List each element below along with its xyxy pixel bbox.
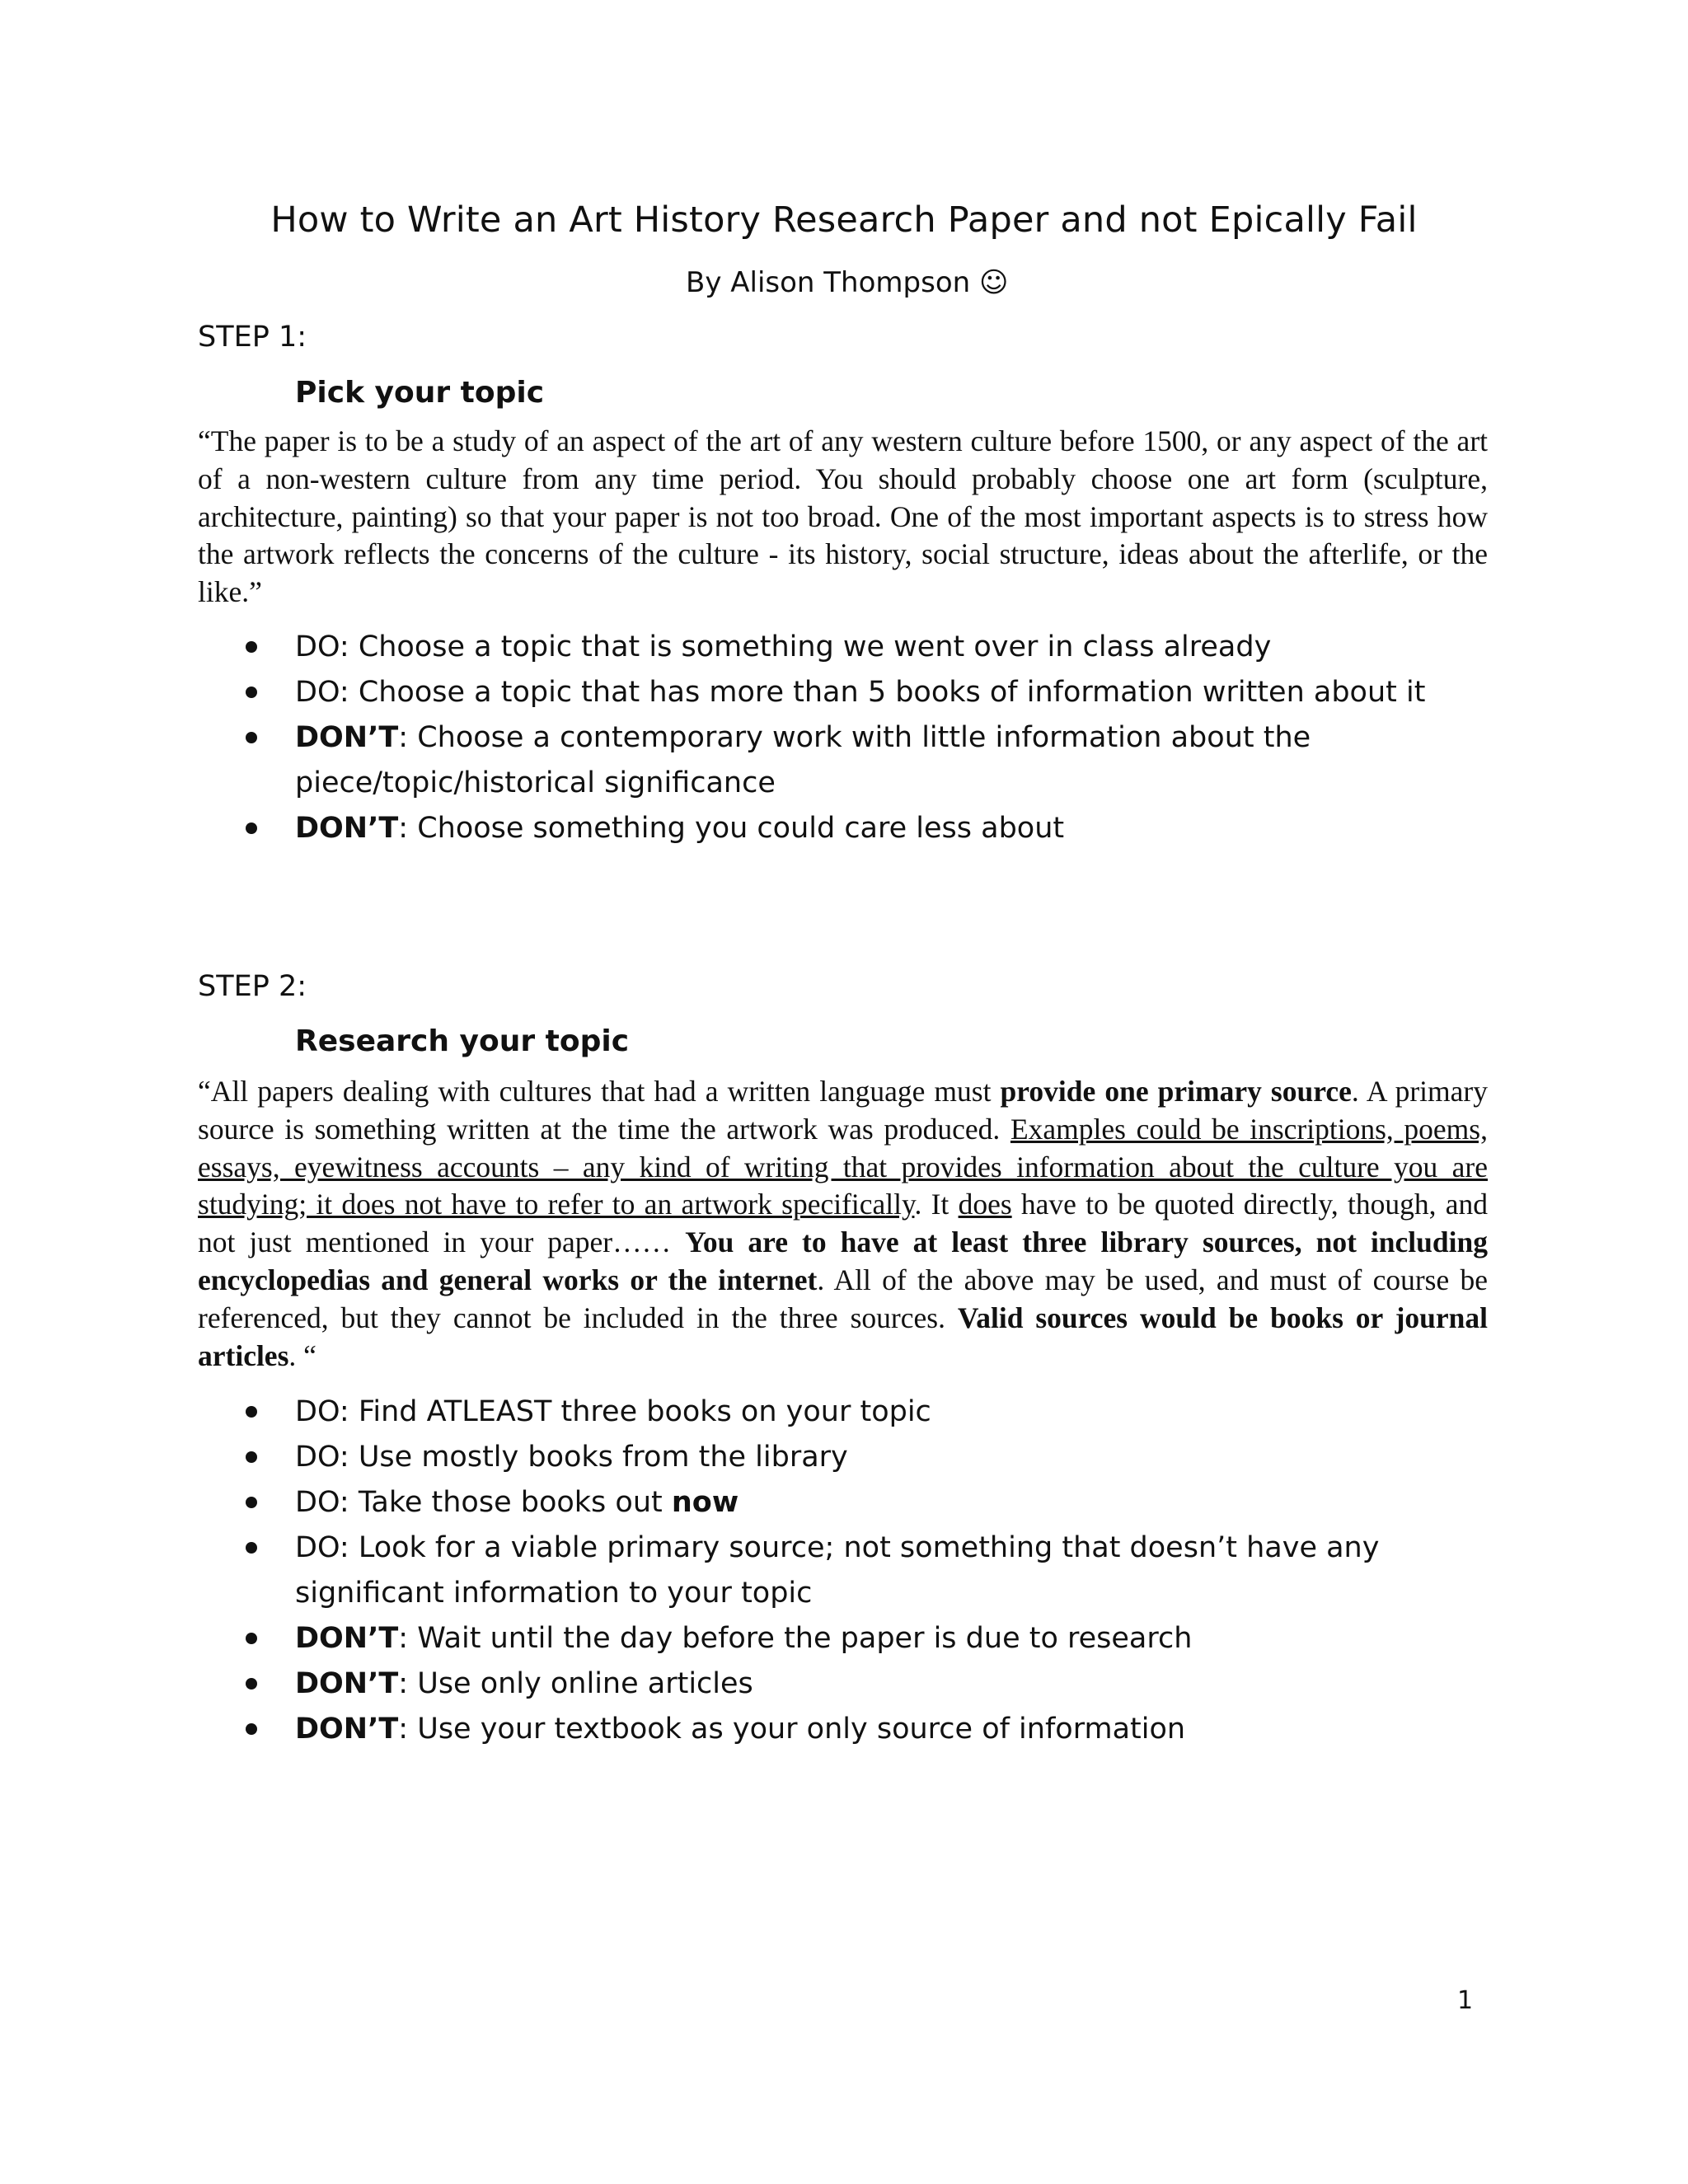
bullet-text: Choose something you could care less about [417,812,1065,845]
bullet-dot-icon [246,823,257,834]
bullet-dot-icon [246,1678,257,1690]
bullet-text: Wait until the day before the paper is due to research [417,1622,1193,1655]
emphasis-library-sources: You are to have at least three library sources, not including encyclopedias and general works or the internet [198,1226,1489,1296]
list-item: DO: Use mostly books from the library [198,1435,1500,1480]
list-item: DON’T: Choose a contemporary work with little information about the piece/topic/historical significance [198,715,1500,806]
step-1-heading: Pick your topic [295,376,545,410]
underlined-does: does [958,1188,1012,1221]
bullet-text: Choose a topic that has more than 5 books of information written about it [358,676,1426,709]
bullet-label: DO [295,630,340,663]
bullet-text: Find ATLEAST three books on your topic [358,1395,931,1428]
bullet-dot-icon [246,732,257,743]
step-2-heading: Research your topic [295,1024,630,1058]
bullet-label: DO [295,676,340,709]
list-item: DON’T: Use your textbook as your only source of information [198,1707,1500,1752]
step-1-quote: “The paper is to be a study of an aspect of the art of any western culture before 1500, or any aspect of the art of a non-western culture from any time period. You should probably choose one art form (sculpture, architecture, painting) so that your paper is not too broad. One of the most important aspects is to stress how the artwork reflects the concerns of the culture - its history, social structure, ideas about the afterlife, or the like.” [198,424,1488,609]
bullet-label: DO [295,1531,340,1564]
bullet-label: DO [295,1441,340,1474]
list-item: DO: Find ATLEAST three books on your topic [198,1390,1500,1435]
list-item: DON’T: Choose something you could care less about [198,806,1500,851]
step-2-quote: “All papers dealing with cultures that had a written language must provide one primary source. A primary source is something written at the time the artwork was produced. Examples could be inscriptions, poems, essays, eyewitness accounts – any kind of writing that provides information about the culture you are studying; it does not have to refer to an artwork specifically. It does have to be quoted directly, though, and not just mentioned in your paper…… You are to have at least three library sources, not including encyclopedias and general works or the internet. All of the above may be used, and must of course be referenced, but they cannot be included in the three sources. Valid sources would be books or journal articles. “ [198,1075,1489,1372]
step-2-label: STEP 2: [198,970,307,1003]
bullet-emphasis: now [671,1486,739,1519]
step-2-bullet-list [198,1390,1500,1752]
bullet-dot-icon [246,1497,257,1508]
step-1-label: STEP 1: [198,321,307,354]
step-1-bullet-list [198,625,1500,851]
bullet-text: Choose a topic that is something we went over in class already [358,630,1272,663]
list-item: DO: Take those books out now [198,1480,1500,1526]
bullet-text: Use your textbook as your only source of information [417,1713,1186,1746]
bullet-label: DON’T [295,721,399,754]
underlined-examples: Examples could be inscriptions, poems, essays, eyewitness accounts – any kind of writing that provides information about the culture you are studying; it does not have to refer to an artwork specifically [198,1112,1488,1221]
bullet-dot-icon [246,1451,257,1463]
author-line: By Alison Thompson ☺ [686,266,1009,299]
list-item: DO: Look for a viable primary source; not something that doesn’t have any significant information to your topic [198,1526,1500,1616]
bullet-text: Choose a contemporary work with little information about the piece/topic/historical significance [295,721,1311,799]
list-item: DO: Choose a topic that is something we went over in class already [198,625,1500,670]
bullet-label: DON’T [295,812,399,845]
bullet-label: DO [295,1486,340,1519]
bullet-label: DON’T [295,1667,399,1700]
list-item: DON’T: Wait until the day before the paper is due to research [198,1616,1500,1661]
bullet-text: Use only online articles [417,1667,753,1700]
bullet-label: DO [295,1395,340,1428]
list-item: DO: Choose a topic that has more than 5 books of information written about it [198,670,1500,715]
bullet-dot-icon [246,1633,257,1644]
bullet-text: Use mostly books from the library [358,1441,848,1474]
emphasis-valid-sources: Valid sources would be books or journal articles [198,1301,1489,1372]
bullet-dot-icon [246,687,257,698]
bullet-text: Look for a viable primary source; not something that doesn’t have any significant information to your topic [295,1531,1380,1610]
bullet-dot-icon [246,641,257,653]
bullet-dot-icon [246,1542,257,1554]
bullet-label: DON’T [295,1622,399,1655]
page-number: 1 [1457,1986,1474,2015]
list-item: DON’T: Use only online articles [198,1661,1500,1707]
bullet-text: Take those books out [358,1486,672,1519]
bullet-dot-icon [246,1406,257,1418]
document-title: How to Write an Art History Research Paper and not Epically Fail [270,199,1418,241]
bullet-label: DON’T [295,1713,399,1746]
emphasis-primary-source: provide one primary source [1000,1075,1352,1108]
bullet-dot-icon [246,1723,257,1735]
